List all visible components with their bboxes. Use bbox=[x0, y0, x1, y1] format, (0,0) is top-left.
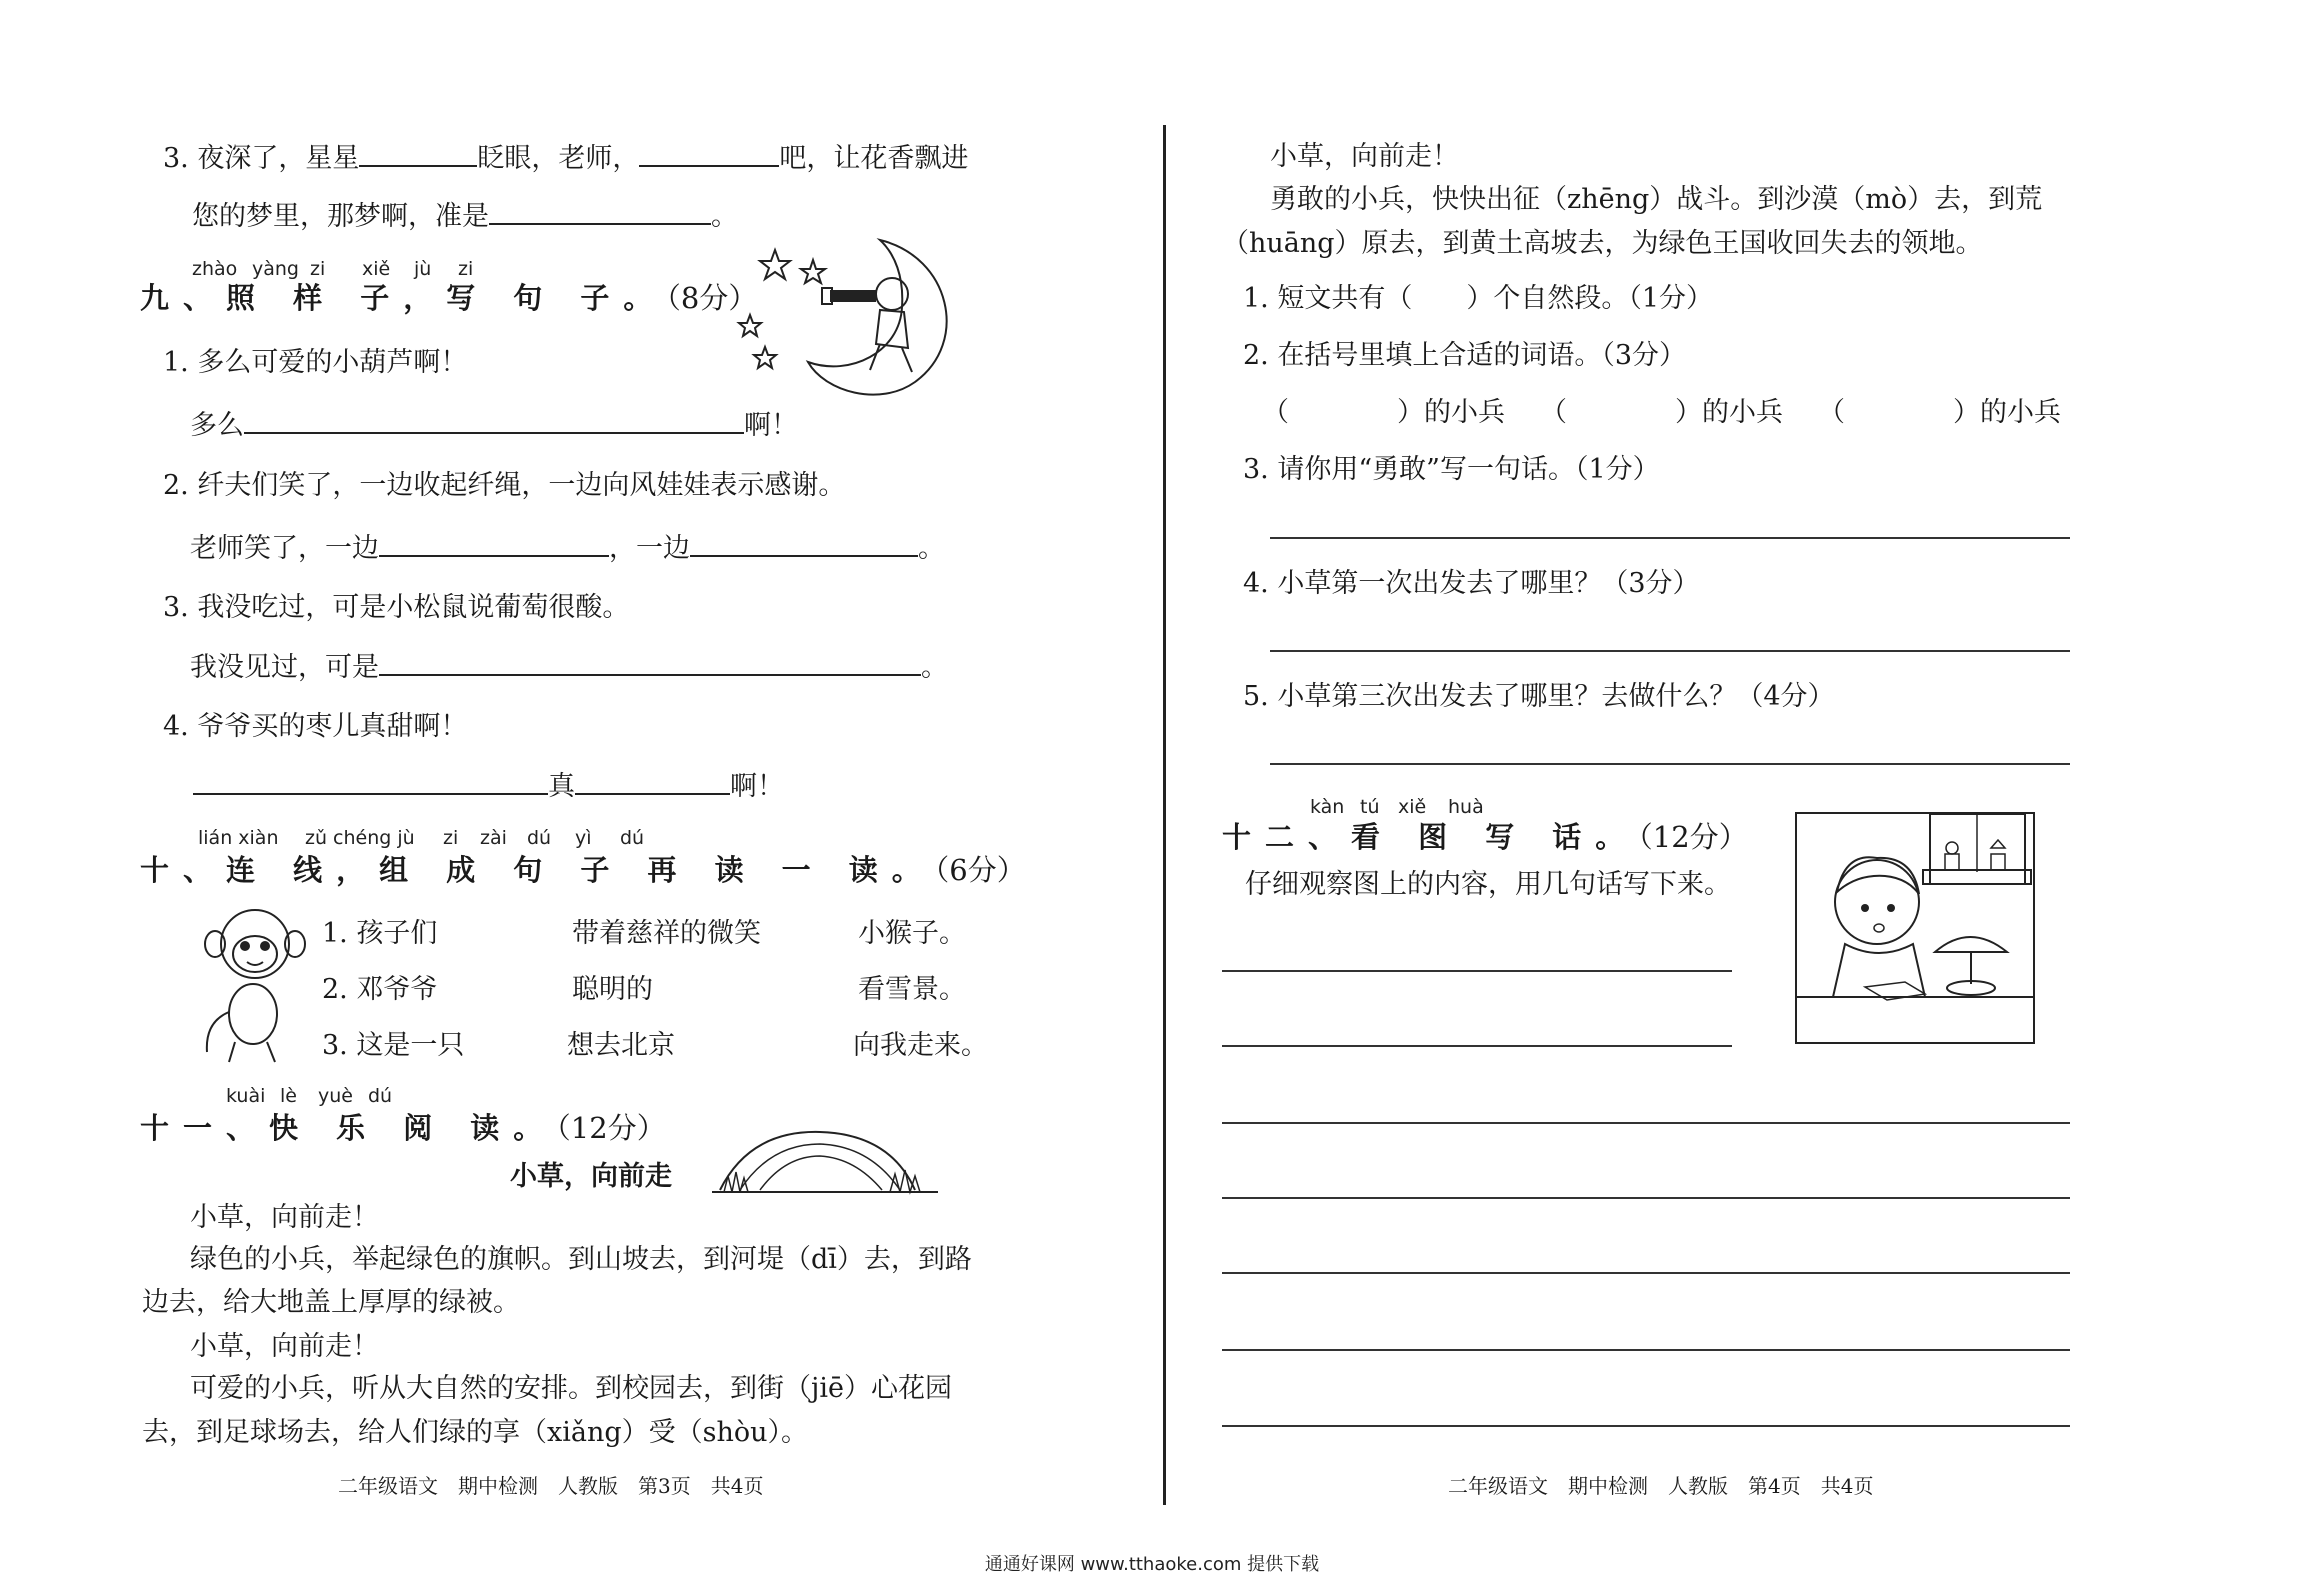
sec9-pinyin-4: xiě bbox=[362, 258, 391, 280]
reading-q4-answer-line[interactable] bbox=[1270, 650, 2070, 652]
writing-line-5[interactable] bbox=[1222, 1272, 2070, 1274]
story-p1: 小草，向前走！ bbox=[190, 1202, 379, 1233]
q9-2-answer: 老师笑了，一边 ，一边 。 bbox=[190, 533, 945, 564]
writing-line-4[interactable] bbox=[1222, 1197, 2070, 1199]
reading-q5-answer-line[interactable] bbox=[1270, 763, 2070, 765]
sec11-pinyin-2: lè bbox=[280, 1085, 297, 1107]
sec11-heading: 十一、快 乐 阅 读。（12分） bbox=[140, 1111, 666, 1145]
q9-1-blank[interactable] bbox=[244, 408, 744, 434]
sec10-pinyin-1: lián xiàn bbox=[198, 827, 279, 849]
sec9-heading: 九、照 样 子，写 句 子。（8分） bbox=[140, 281, 758, 315]
sec10-pinyin-5: dú bbox=[527, 827, 552, 849]
match-col2-item-3[interactable]: 想去北京 bbox=[567, 1030, 675, 1061]
writing-line-3[interactable] bbox=[1222, 1122, 2070, 1124]
q9-4-blank-2[interactable] bbox=[575, 769, 730, 795]
sec11-pinyin-1: kuài bbox=[226, 1085, 266, 1107]
match-col1-item-1[interactable]: 1. 孩子们 bbox=[322, 918, 438, 949]
story-p4-line2: 去，到足球场去，给人们绿的享（xiǎng）受（shòu）。 bbox=[142, 1417, 809, 1448]
writing-line-2[interactable] bbox=[1222, 1045, 1732, 1047]
sec10-pinyin-2: zǔ chéng jù bbox=[305, 827, 415, 849]
reading-q2-blank-2[interactable]: （ ）的小兵 bbox=[1540, 397, 1783, 428]
q9-3-answer: 我没见过，可是 。 bbox=[190, 652, 948, 683]
reading-q5: 5. 小草第三次出发去了哪里？去做什么？（4分） bbox=[1243, 681, 1835, 712]
reading-q2-blank-3[interactable]: （ ）的小兵 bbox=[1818, 397, 2061, 428]
sec12-heading: 十二、看 图 写 话。（12分） bbox=[1222, 820, 1748, 854]
q9-2-blank-1[interactable] bbox=[379, 531, 609, 557]
q8-3-blank-3[interactable] bbox=[489, 199, 711, 225]
sec9-pinyin-3: zi bbox=[310, 258, 326, 280]
story-p2-line1: 绿色的小兵，举起绿色的旗帜。到山坡去，到河堤（dī）去，到路 bbox=[190, 1244, 972, 1275]
story-p4-line1: 可爱的小兵，听从大自然的安排。到校园去，到街（jiē）心花园 bbox=[190, 1373, 952, 1404]
sec10-pinyin-4: zài bbox=[480, 827, 507, 849]
sec9-pinyin-2: yàng bbox=[252, 258, 299, 280]
q8-3-blank-1[interactable] bbox=[359, 141, 477, 167]
story-p6-line2: （huāng）原去，到黄土高坡去，为绿色王国收回失去的领地。 bbox=[1222, 228, 1983, 259]
site-credit: 通通好课网 www.tthaoke.com 提供下载 bbox=[984, 1554, 1320, 1575]
q9-1-answer: 多么 啊！ bbox=[190, 410, 798, 441]
q9-2-blank-2[interactable] bbox=[690, 531, 918, 557]
match-col3-item-1[interactable]: 小猴子。 bbox=[858, 918, 966, 949]
reading-q3: 3. 请你用“勇敢”写一句话。（1分） bbox=[1243, 454, 1660, 485]
writing-line-6[interactable] bbox=[1222, 1349, 2070, 1351]
q9-4-blank-1[interactable] bbox=[193, 769, 548, 795]
story-p2-line2: 边去，给大地盖上厚厚的绿被。 bbox=[142, 1287, 520, 1318]
q9-4-answer: 真 啊！ bbox=[193, 769, 784, 804]
reading-q4: 4. 小草第一次出发去了哪里？（3分） bbox=[1243, 568, 1700, 599]
story-p6-line1: 勇敢的小兵，快快出征（zhēng）战斗。到沙漠（mò）去，到荒 bbox=[1270, 184, 2043, 215]
story-p5: 小草，向前走！ bbox=[1270, 141, 1459, 172]
sec12-pinyin-2: tú bbox=[1360, 796, 1380, 818]
sec12-instruction: 仔细观察图上的内容，用几句话写下来。 bbox=[1245, 869, 1731, 900]
match-col2-item-2[interactable]: 聪明的 bbox=[572, 974, 653, 1005]
sec12-pinyin-1: kàn bbox=[1310, 796, 1345, 818]
sec9-pinyin-1: zhào bbox=[192, 258, 238, 280]
right-page-footer: 二年级语文 期中检测 人教版 第4页 共4页 bbox=[1448, 1474, 1874, 1498]
writing-line-1[interactable] bbox=[1222, 970, 1732, 972]
sec11-pinyin-3: yuè bbox=[318, 1085, 353, 1107]
story-title: 小草，向前走 bbox=[510, 1161, 672, 1192]
match-col3-item-2[interactable]: 看雪景。 bbox=[858, 974, 966, 1005]
sec10-pinyin-6: yì bbox=[575, 827, 592, 849]
left-page-footer: 二年级语文 期中检测 人教版 第3页 共4页 bbox=[338, 1474, 764, 1498]
monkey-illustration bbox=[195, 902, 315, 1067]
grass-hill-illustration bbox=[710, 1120, 940, 1210]
writing-line-7[interactable] bbox=[1222, 1425, 2070, 1427]
sec11-pinyin-4: dú bbox=[368, 1085, 393, 1107]
q9-2-prompt: 2. 纤夫们笑了，一边收起纤绳，一边向风娃娃表示感谢。 bbox=[163, 470, 846, 501]
match-col3-item-3[interactable]: 向我走来。 bbox=[853, 1030, 988, 1061]
sec9-pinyin-6: zi bbox=[458, 258, 474, 280]
match-col1-item-3[interactable]: 3. 这是一只 bbox=[322, 1030, 465, 1061]
sec10-pinyin-3: zi bbox=[443, 827, 459, 849]
q8-3-blank-2[interactable] bbox=[639, 141, 779, 167]
q9-3-blank[interactable] bbox=[379, 650, 921, 676]
story-p3: 小草，向前走！ bbox=[190, 1331, 379, 1362]
q8-3-line2: 您的梦里，那梦啊，准是 。 bbox=[192, 201, 738, 232]
q9-4-prompt: 4. 爷爷买的枣儿真甜啊！ bbox=[163, 711, 468, 742]
q9-1-prompt: 1. 多么可爱的小葫芦啊！ bbox=[163, 347, 468, 378]
page-divider bbox=[1163, 125, 1166, 1505]
reading-q3-answer-line[interactable] bbox=[1270, 537, 2070, 539]
q8-3-line1: 3. 夜深了，星星 眨眼，老师， 吧，让花香飘进 bbox=[163, 143, 969, 174]
match-col2-item-1[interactable]: 带着慈祥的微笑 bbox=[572, 918, 761, 949]
sec9-pinyin-5: jù bbox=[414, 258, 432, 280]
moon-stargazer-illustration bbox=[730, 232, 990, 402]
sec12-pinyin-4: huà bbox=[1448, 796, 1484, 818]
boy-reading-illustration bbox=[1795, 812, 2035, 1044]
sec10-pinyin-7: dú bbox=[620, 827, 645, 849]
sec12-pinyin-3: xiě bbox=[1398, 796, 1427, 818]
match-col1-item-2[interactable]: 2. 邓爷爷 bbox=[322, 974, 438, 1005]
q9-3-prompt: 3. 我没吃过，可是小松鼠说葡萄很酸。 bbox=[163, 592, 630, 623]
reading-q1: 1. 短文共有（ ）个自然段。（1分） bbox=[1243, 283, 1714, 314]
sec10-heading: 十、连 线，组 成 句 子 再 读 一 读。（6分） bbox=[140, 853, 1026, 887]
reading-q2-blank-1[interactable]: （ ）的小兵 bbox=[1262, 397, 1505, 428]
reading-q2: 2. 在括号里填上合适的词语。（3分） bbox=[1243, 340, 1687, 371]
